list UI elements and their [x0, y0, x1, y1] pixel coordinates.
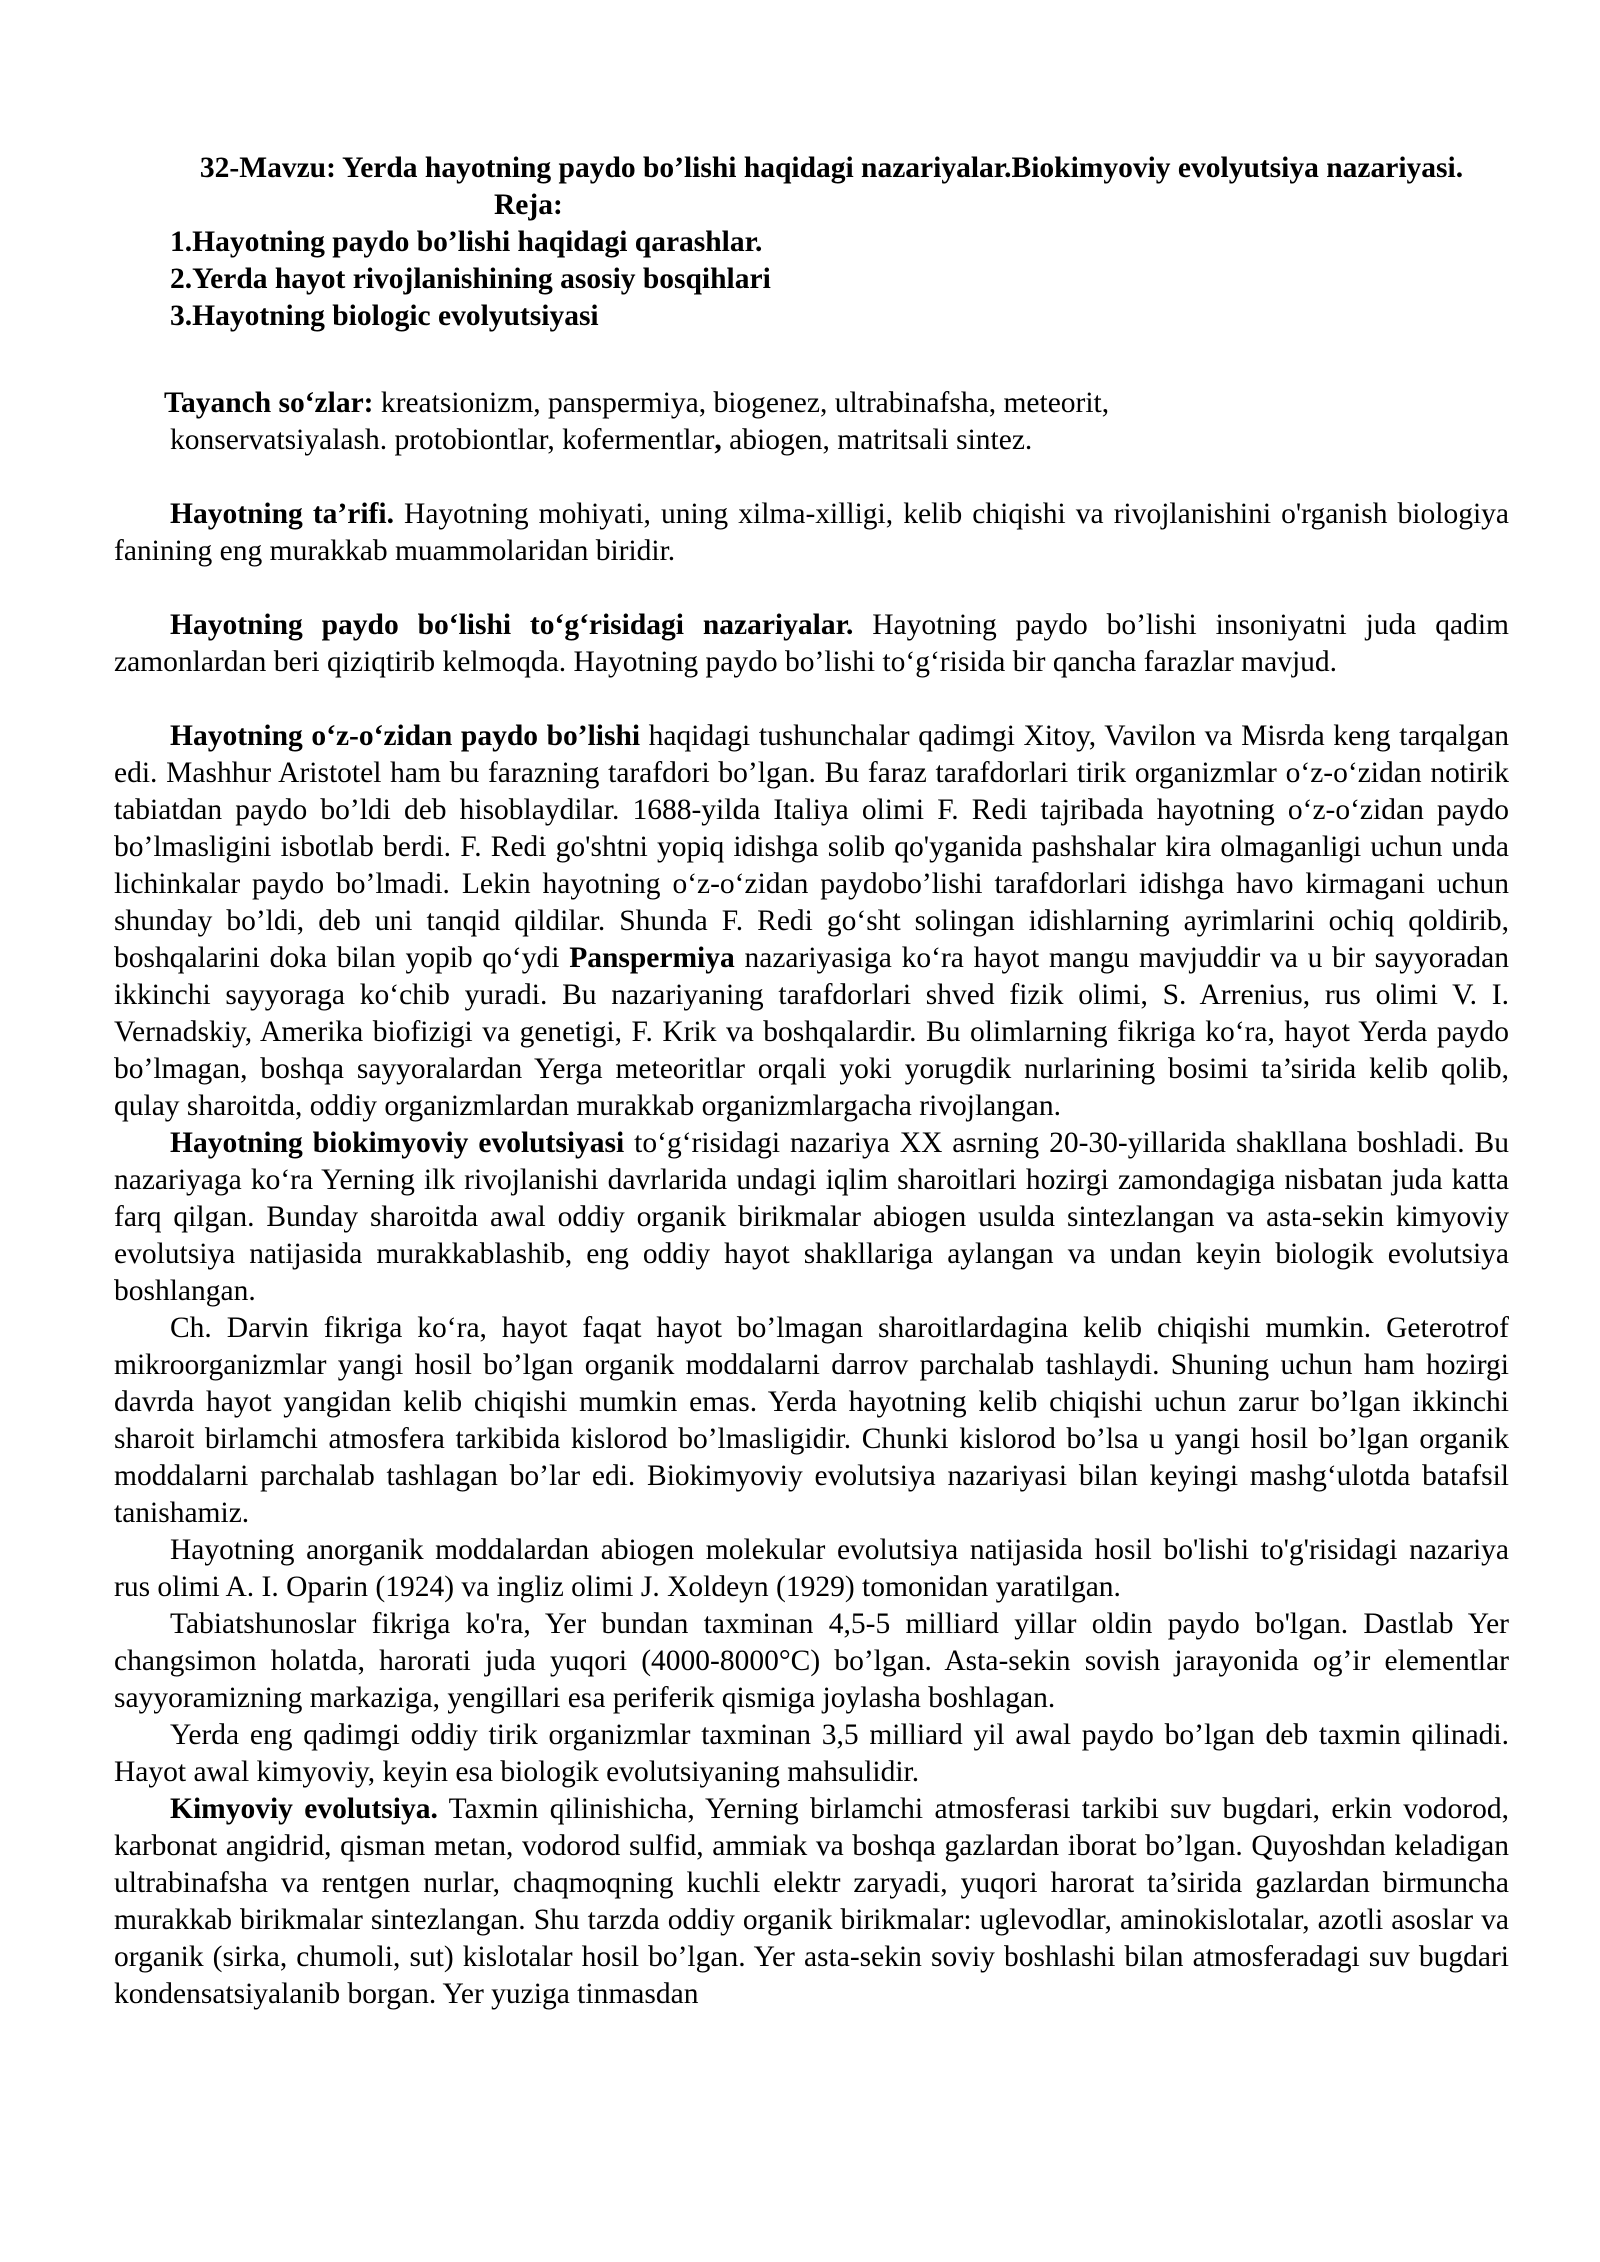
keywords-line-1: kreatsionizm, panspermiya, biogenez, ultrabinafsha, meteorit,: [373, 387, 1110, 419]
keywords-label: Tayanch so‘zlar:: [164, 387, 374, 419]
paragraph-text: nazariyasiga ko‘ra hayot mangu mavjuddir va u bir sayyoradan ikkinchi sayyoraga ko‘chib yuradi. Bu nazariyaning tarafdorlari shved fizik olimi, S. Arrenius, rus olimi V. I. Vernadskiy, Amerika biofizigi va genetigi, F. Krik va boshqalardir. Bu olimlarning fikriga ko‘ra, hayot Yerda paydo bo’lmagan, boshqa sayyoralardan Yerga meteoritlar orqali yoki yorugdik nurlarining bosimi ta’sirida kelib qolib, qulay sharoitda, oddiy organizmlardan murakkab organizmlargacha rivojlangan.: [114, 942, 1510, 1122]
keywords-comma: ,: [714, 424, 722, 456]
paragraph-definition: [114, 496, 1509, 570]
plan-item: 3.Hayotning biologic evolyutsiyasi: [170, 300, 599, 332]
paragraph-biochemical: [114, 1125, 1509, 1310]
keywords-block: [164, 385, 1509, 459]
plan-item: 2.Yerda hayot rivojlanishining asosiy bosqihlari: [170, 263, 771, 295]
paragraph-text: to‘g‘risidagi nazariya XX asrning 20-30-yillarida shakllana boshladi. Bu nazariyaga ko‘ra Yerning ilk rivojlanishi davrlarida undagi iqlim sharoitlari hozirgi zamondagiga nisbatan juda katta farq qilgan. Bunday sharoitda awal oddiy organik birikmalar abiogen usulda sintezlangan va asta-sekin kimyoviy evolutsiya natijasida murakkablashib, eng oddiy hayot shakllariga aylangan va undan keyin biologik evolutsiya boshlangan.: [114, 1127, 1509, 1307]
keywords-line-2: [164, 422, 1509, 459]
paragraph-oparin: Hayotning anorganik moddalardan abiogen molekular evolutsiya natijasida hosil bo'lishi to'g'risidagi nazariya rus olimi A. I. Oparin (1924) va ingliz olimi J. Xoldeyn (1929) tomonidan yaratilgan.: [114, 1534, 1509, 1603]
paragraph-spontaneous: [114, 718, 1509, 1125]
paragraph-text: Hayotning mohiyati, uning xilma-xilligi, kelib chiqishi va rivojlanishini o'rganish biologiya fanining eng murakkab muammolaridan biridir.: [114, 498, 1509, 567]
paragraph-darwin: Ch. Darvin fikriga ko‘ra, hayot faqat hayot bo’lmagan sharoitlardagina kelib chiqishi mumkin. Geterotrof mikroorganizmlar yangi hosil bo’lgan organik moddalarni darrov parchalab tashlaydi. Shuning uchun ham hozirgi davrda hayot yangidan kelib chiqishi mumkin emas. Yerda hayotning kelib chiqishi uchun zarur bo’lgan ikkinchi sharoit birlamchi atmosfera tarkibida kislorod bo’lmasligidir. Chunki kislorod bo’lsa u yangi hosil bo’lgan organik moddalarni parchalab tashlagan bo’lar edi. Biokimyoviy evolutsiya nazariyasi bilan keyingi mashg‘ulotda batafsil tanishamiz.: [114, 1312, 1509, 1529]
paragraph-lead: Hayotning o‘z-o‘zidan paydo bo’lishi: [170, 720, 641, 752]
paragraph-lead: Hayotning ta’rifi.: [170, 498, 394, 530]
paragraph-earliest-life: Yerda eng qadimgi oddiy tirik organizmlar taxminan 3,5 milliard yil awal paydo bo’lgan deb taxmin qilinadi. Hayot awal kimyoviy, keyin esa biologik evolutsiyaning mahsulidir.: [114, 1719, 1509, 1788]
paragraph-earth-age: Tabiatshunoslar fikriga ko'ra, Yer bundan taxminan 4,5-5 milliard yillar oldin paydo bo'lgan. Dastlab Yer changsimon holatda, harorati juda yuqori (4000-8000°C) bo’lgan. Asta-sekin sovish jarayonida og’ir elementlar sayyoramizning markaziga, yengillari esa periferik qismiga joylasha boshlagan.: [114, 1608, 1509, 1714]
paragraph-lead: Hayotning paydo bo‘lishi to‘g‘risidagi nazariyalar.: [170, 609, 854, 641]
paragraph-text: Taxmin qilinishicha, Yerning birlamchi atmosferasi tarkibi suv bugdari, erkin vodorod, karbonat angidrid, qisman metan, vodorod sulfid, ammiak va boshqa gazlardan iborat bo’lgan. Quyoshdan keladigan ultrabinafsha va rentgen nurlar, chaqmoqning kuchli elektr zaryadi, yuqori harorat ta’sirida gazlardan birmuncha murakkab birikmalar sintezlangan. Shu tarzda oddiy organik birikmalar: uglevodlar, aminokislotalar, azotli asoslar va organik (sirka, chumoli, sut) kislotalar hosil bo’lgan. Yer asta-sekin soviy boshlashi bilan atmosferadagi suv bugdari kondensatsiyalanib borgan. Yer yuziga tinmasdan: [114, 1793, 1509, 2010]
keywords-line-2b: abiogen, matritsali sintez.: [721, 424, 1033, 456]
paragraph-chemical-evolution: [114, 1791, 1509, 2013]
paragraph-theories: [114, 607, 1509, 681]
paragraph-text: haqidagi tushunchalar qadimgi Xitoy, Vavilon va Misrda keng tarqalgan edi. Mashhur Aristotel ham bu farazning tarafdori bo’lgan. Bu faraz tarafdorlari tirik organizmlar o‘z-o‘zidan notirik tabiatdan paydo bo’ldi deb hisoblaydilar. 1688-yilda Italiya olimi F. Redi tajribada hayotning o‘z-o‘zidan paydo bo’lmasligini isbotlab berdi. F. Redi go'shtni yopiq idishga solib qo'yganida pashshalar kira olmaganligi uchun unda lichinkalar paydo bo’lmadi. Lekin hayotning o‘z-o‘zidan paydobo’lishi tarafdorlari idishga havo kirmagani uchun shunday bo’ldi, deb uni tanqid qildilar. Shunda F. Redi go‘sht solingan idishlarning ayrimlarini ochiq qoldirib, boshqalarini doka bilan yopib qo‘ydi: [114, 720, 1509, 974]
paragraph-lead: Kimyoviy evolutsiya.: [170, 1793, 438, 1825]
paragraph-lead: Hayotning biokimyoviy evolutsiyasi: [170, 1127, 625, 1159]
paragraph-text: Hayotning paydo bo’lishi insoniyatni juda qadim zamonlardan beri qiziqtirib kelmoqda. Hayotning paydo bo’lishi to‘g‘risida bir qancha farazlar mavjud.: [114, 609, 1509, 678]
plan-heading: Reja:: [494, 189, 563, 221]
paragraph-term: Panspermiya: [569, 942, 735, 974]
plan-list: [114, 224, 1509, 335]
plan-item: 1.Hayotning paydo bo’lishi haqidagi qarashlar.: [170, 226, 763, 258]
keywords-line-2a: konservatsiyalash. protobiontlar, kofermentlar: [170, 424, 715, 456]
page-title: 32-Mavzu: Yerda hayotning paydo bo’lishi haqidagi nazariyalar.Biokimyoviy evolyutsiya nazariyasi.: [199, 152, 1464, 184]
